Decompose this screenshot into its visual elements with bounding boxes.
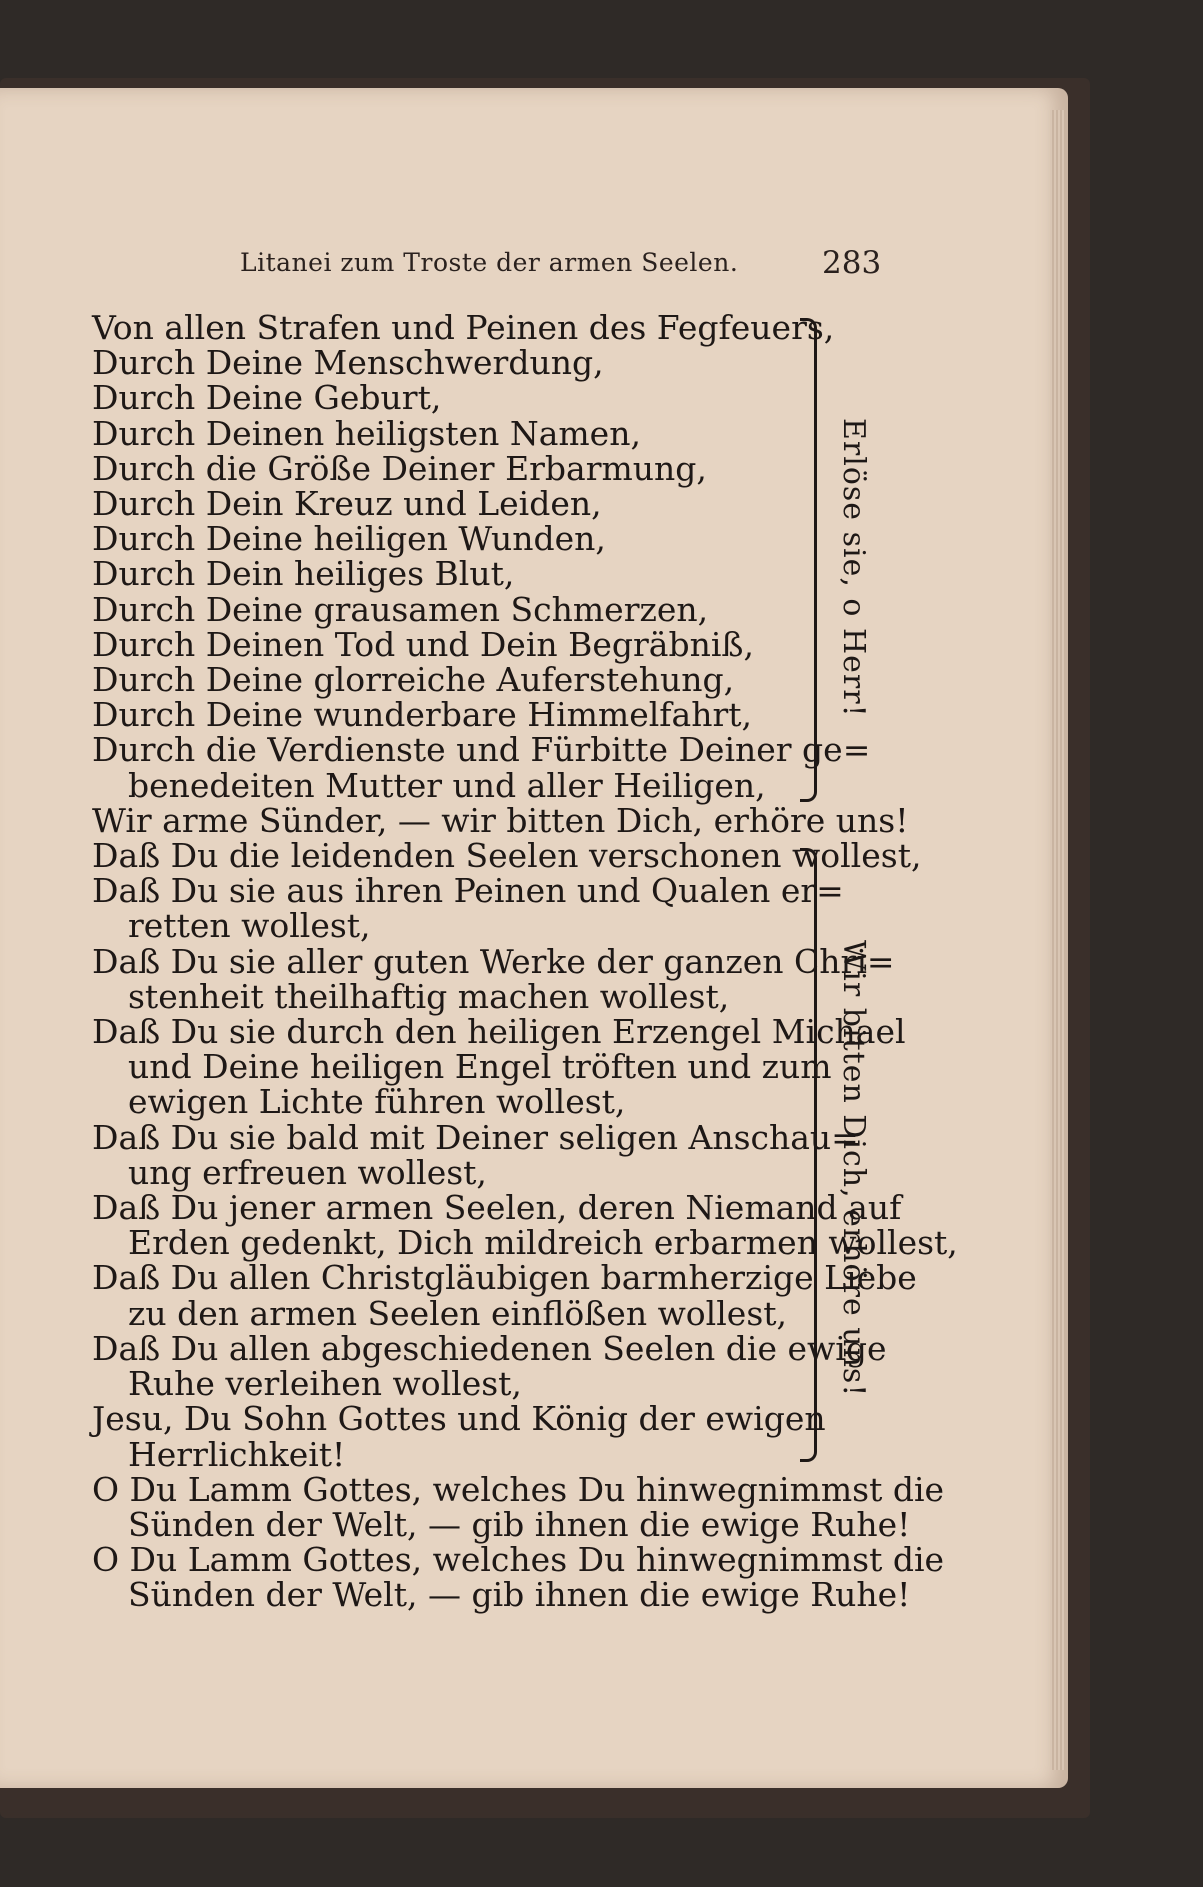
closing-line: Sünden der Welt, — gib ihnen die ewige Ruhe! (128, 1575, 911, 1615)
response-wir-bitten: Wir bitten Dich, erhöre uns! (836, 940, 871, 1398)
litany-line: Ruhe verleihen wollest, (128, 1364, 522, 1404)
closing-line: O Du Lamm Gottes, welches Du hinwegnimmst die (92, 1469, 945, 1509)
closing-line: Sünden der Welt, — gib ihnen die ewige Ruhe! (128, 1504, 911, 1544)
litany-line: Erden gedenkt, Dich mildreich erbarmen wollest, (128, 1223, 958, 1263)
page-edges (1050, 110, 1066, 1770)
litany-line: Durch Deine heiligen Wunden, (92, 519, 606, 559)
litany-line: zu den armen Seelen einflößen wollest, (128, 1293, 788, 1333)
litany-line: und Deine heiligen Engel tröften und zum (128, 1047, 832, 1087)
brace-section-1 (800, 318, 817, 802)
litany-line: Durch Deinen heiligsten Namen, (92, 413, 641, 453)
litany-line: benedeiten Mutter und aller Heiligen, (128, 765, 766, 805)
litany-line: stenheit theilhaftig machen wollest, (128, 976, 730, 1016)
litany-line: Durch Deinen Tod und Dein Begräbniß, (92, 624, 754, 664)
litany-line: Daß Du sie aller guten Werke der ganzen Chri= (92, 941, 895, 981)
litany-line: Durch die Verdienste und Fürbitte Deiner ge= (92, 730, 871, 770)
litany-line: Jesu, Du Sohn Gottes und König der ewigen (92, 1399, 826, 1439)
litany-line: Daß Du die leidenden Seelen verschonen wollest, (92, 836, 922, 876)
litany-line: Von allen Strafen und Peinen des Fegfeuers, (92, 308, 835, 347)
litany-line: Durch Deine wunderbare Himmelfahrt, (92, 695, 752, 735)
litany-line: Daß Du allen Christgläubigen barmherzige Liebe (92, 1258, 917, 1298)
closing-line: O Du Lamm Gottes, welches Du hinwegnimmst die (92, 1540, 945, 1580)
litany-line: Durch Dein Kreuz und Leiden, (92, 484, 602, 524)
litany-line: ung erfreuen wollest, (128, 1152, 487, 1192)
litany-line: Durch Deine Menschwerdung, (92, 343, 604, 383)
litany-line: Daß Du sie durch den heiligen Erzengel Michael (92, 1012, 906, 1052)
middle-line: Wir arme Sünder, — wir bitten Dich, erhöre uns! (92, 800, 909, 840)
litany-line: retten wollest, (128, 906, 371, 946)
litany-line: Durch Dein heiliges Blut, (92, 554, 515, 594)
litany-line: Herrlichkeit! (128, 1434, 346, 1474)
litany-line: Durch die Größe Deiner Erbarmung, (92, 448, 707, 488)
litany-line: Daß Du sie aus ihren Peinen und Qualen er= (92, 871, 844, 911)
brace-section-2 (800, 848, 817, 1462)
litany-line: Daß Du sie bald mit Deiner seligen Anschau= (92, 1117, 859, 1157)
litany-line: Durch Deine grausamen Schmerzen, (92, 589, 709, 629)
running-title: Litanei zum Troste der armen Seelen. (240, 248, 739, 277)
litany-line: Durch Deine Geburt, (92, 378, 442, 418)
litany-line: ewigen Lichte führen wollest, (128, 1082, 626, 1122)
page-number: 283 (822, 245, 882, 281)
litany-line: Daß Du allen abgeschiedenen Seelen die ewige (92, 1328, 887, 1368)
response-erloese: Erlöse sie, o Herr! (836, 418, 871, 718)
litany-line: Daß Du jener armen Seelen, deren Niemand auf (92, 1188, 902, 1228)
litany-line: Durch Deine glorreiche Auferstehung, (92, 660, 735, 700)
litany-text (92, 308, 958, 1615)
